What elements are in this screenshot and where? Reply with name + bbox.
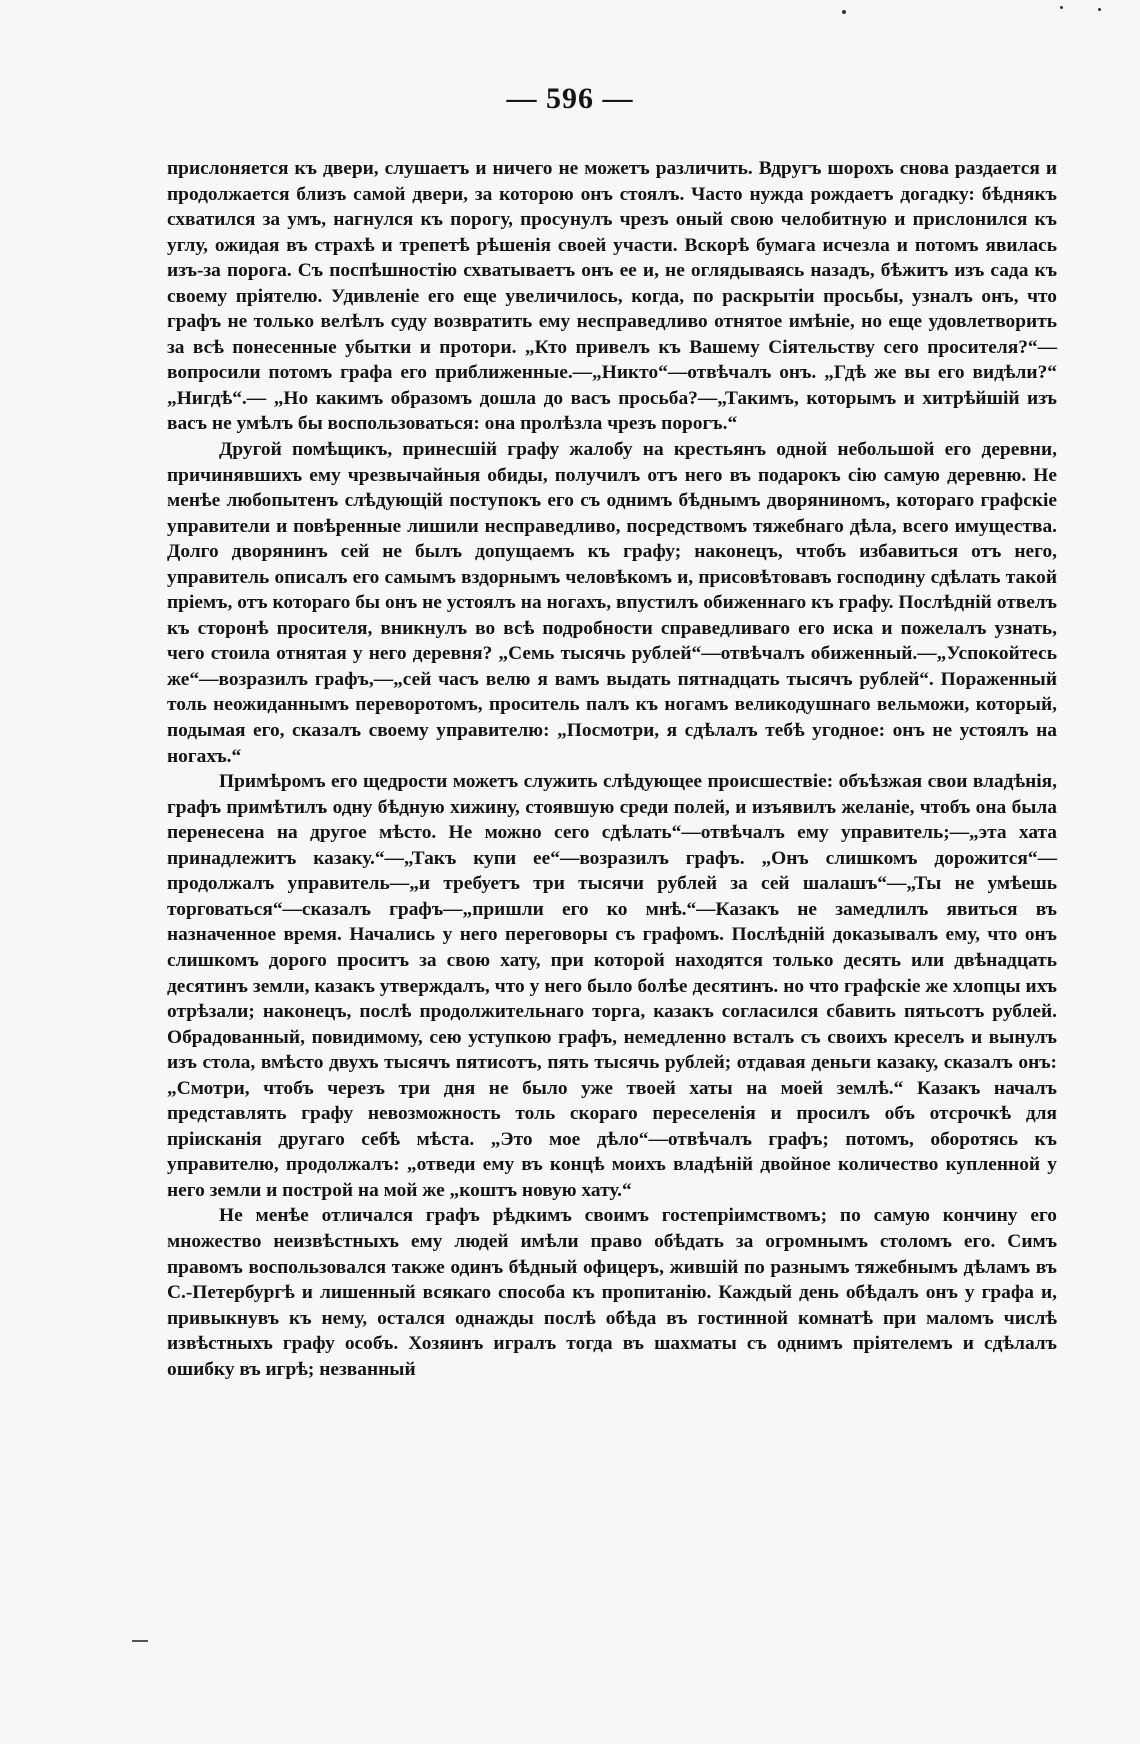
page-number: — 596 —: [506, 82, 634, 115]
body-text: [167, 156, 1057, 1382]
print-speck: [1060, 6, 1063, 9]
margin-mark: [132, 1640, 148, 1642]
paragraph-3: Примѣромъ его щедрости можетъ служить слѣдующее происшествіе: объѣзжая свои владѣнія, графъ примѣтилъ одну бѣдную хижину, стоявшую среди полей, и изъявилъ желаніе, чтобъ она была перенесена на другое мѣсто. Не можно сего сдѣлать“—отвѣчалъ ему управитель;—„эта хата принадлежитъ казаку.“—„Такъ купи ее“—возразилъ графъ. „Онъ слишкомъ дорожится“—продолжалъ управитель—„и требуетъ три тысячи рублей за сей шалашъ“—„Ты не умѣешь торговаться“—сказалъ графъ—„пришли его ко мнѣ.“—Казакъ не замедлилъ явиться въ назначенное время. Начались у него переговоры съ графомъ. Послѣдній доказывалъ ему, что онъ слишкомъ дорого проситъ за свою хату, при которой находятся только десять или двѣнадцать десятинъ земли, казакъ утверждалъ, что у него было болѣе десятинъ. но что графскіе же хлопцы ихъ отрѣзали; наконецъ, послѣ продолжительнаго торга, казакъ согласился сбавить пятьсотъ рублей. Обрадованный, повидимому, сею уступкою графъ, немедленно всталъ съ своихъ креселъ и вынулъ изъ стола, вмѣсто двухъ тысячъ пятисотъ, пять тысячь рублей; отдавая деньги казаку, сказалъ онъ: „Смотри, чтобъ черезъ три дня не было уже твоей хаты на моей землѣ.“ Казакъ началъ представлять графу невозможность толь скораго переселенія и просилъ объ отсрочкѣ для пріисканія другаго себѣ мѣста. „Это мое дѣло“—отвѣчалъ графъ; потомъ, оборотясь къ управителю, продолжалъ: „отведи ему въ концѣ моихъ владѣній двойное количество купленной у него земли и построй на мой же „коштъ новую хату.“: [167, 771, 1057, 1201]
print-speck: [1098, 8, 1101, 11]
print-speck: [842, 10, 846, 14]
paragraph-1: прислоняется къ двери, слушаетъ и ничего не можетъ различить. Вдругъ шорохъ снова раздается и продолжается близъ самой двери, за которою онъ стоялъ. Часто нужда рождаетъ догадку: бѣднякъ схватился за умъ, нагнулся къ порогу, просунулъ чрезъ оный свою челобитную и прислонился къ углу, ожидая въ страхѣ и трепетѣ рѣшенія своей участи. Вскорѣ бумага исчезла и потомъ явилась изъ-за порога. Съ поспѣшностію схватываетъ онъ ее и, не оглядываясь назадъ, бѣжитъ изъ сада къ своему пріятелю. Удивленіе его еще увеличилось, когда, по раскрытіи просьбы, узналъ онъ, что графъ не только велѣлъ суду возвратить ему несправедливо отнятое имѣніе, но еще удовлетворить за всѣ понесенные убытки и протори. „Кто привелъ къ Вашему Сіятельству сего просителя?“—вопросили потомъ графа его приближенные.—„Никто“—отвѣчалъ онъ. „Гдѣ же вы его видѣли?“ „Нигдѣ“.— „Но какимъ образомъ дошла до васъ просьба?—„Такимъ, которымъ и хитрѣйшій изъ васъ не умѣлъ бы воспользоваться: она пролѣзла чрезъ порогъ.“: [167, 158, 1057, 435]
paragraph-2: Другой помѣщикъ, принесшій графу жалобу на крестьянъ одной небольшой его деревни, причинявшихъ ему чрезвычайныя обиды, получилъ отъ него въ подарокъ сію самую деревню. Не менѣе любопытенъ слѣдующій поступокъ его съ однимъ бѣднымъ дворяниномъ, котораго графскіе управители и повѣренные лишили несправедливо, посредствомъ тяжебнаго дѣла, всего имущества. Долго дворянинъ сей не былъ допущаемъ къ графу; наконецъ, чтобъ избавиться отъ него, управитель описалъ его самымъ вздорнымъ человѣкомъ и, присовѣтовавъ господину сдѣлать такой пріемъ, отъ котораго бы онъ не устоялъ на ногахъ, впустилъ обиженнаго къ графу. Послѣдній отвелъ къ сторонѣ просителя, вникнулъ во всѣ подробности справедливаго его иска и пожелалъ узнать, чего стоила отнятая у него деревня? „Семь тысячь рублей“—отвѣчалъ обиженный.—„Успокойтесь же“—возразилъ графъ,—„сей часъ велю я вамъ выдать пятнадцать тысячъ рублей“. Пораженный толь неожиданнымъ переворотомъ, проситель палъ къ ногамъ великодушнаго вельможи, который, подымая его, сказалъ своему управителю: „Посмотри, я сдѣлалъ тебѣ угодное: онъ не устоялъ на ногахъ.“: [167, 439, 1057, 767]
paragraph-4: Не менѣе отличался графъ рѣдкимъ своимъ гостепріимствомъ; по самую кончину его множество неизвѣстныхъ ему людей имѣли право обѣдать за огромнымъ столомъ его. Симъ правомъ воспользовался также одинъ бѣдный офицеръ, жившій по разнымъ тяжебнымъ дѣламъ въ С.-Петербургѣ и лишенный всякаго способа къ пропитанію. Каждый день обѣдалъ онъ у графа и, привыкнувъ къ нему, остался однажды послѣ обѣда въ гостинной комнатѣ при маломъ числѣ извѣстныхъ графу особъ. Хозяинъ игралъ тогда въ шахматы съ однимъ пріятелемъ и сдѣлалъ ошибку въ игрѣ; незванный: [167, 1205, 1057, 1380]
